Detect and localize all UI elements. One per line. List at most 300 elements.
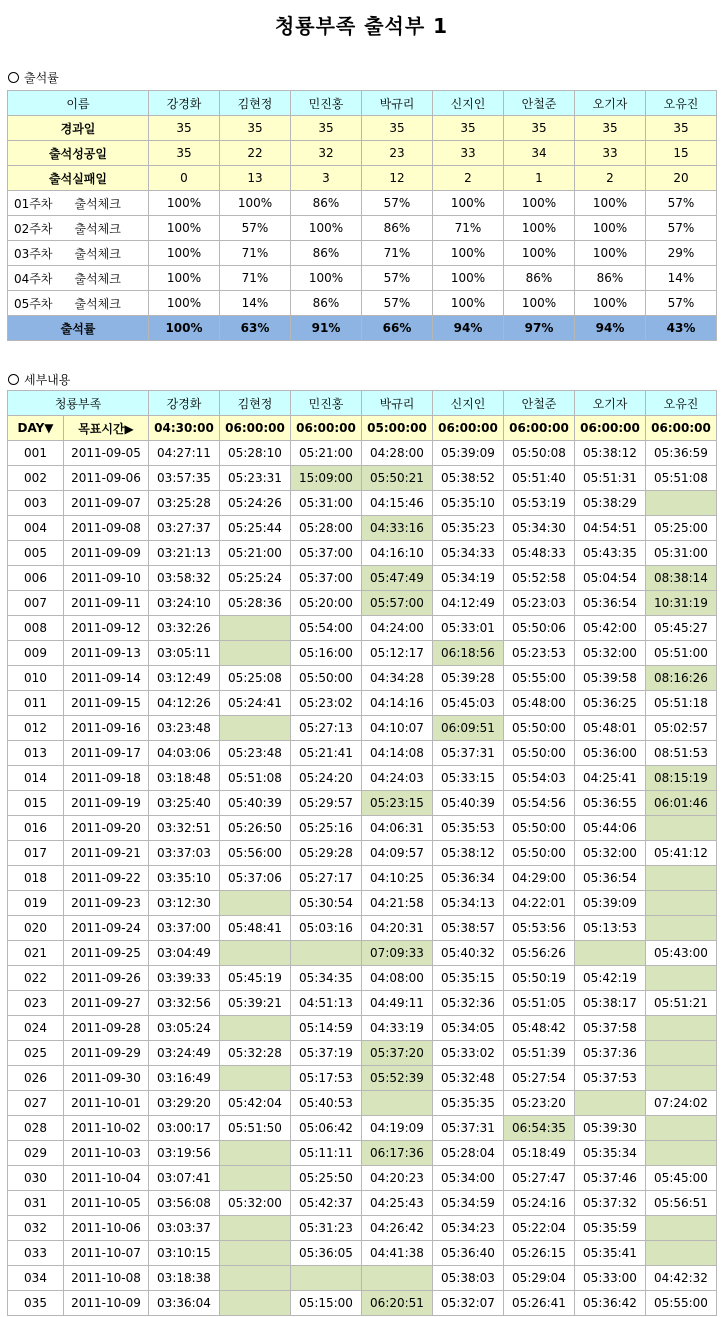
check-in-time-failed [646,866,717,891]
summary-row [8,116,717,141]
day-row [8,816,717,841]
check-in-time: 05:37:31 [433,1116,504,1141]
summary-table [7,90,717,341]
member-name: 안철준 [504,91,575,116]
check-in-time: 05:28:04 [433,1141,504,1166]
check-in-time: 03:07:41 [149,1166,220,1191]
week-rate: 100% [504,291,575,316]
week-rate: 100% [575,191,646,216]
day-row [8,1216,717,1241]
member-name: 신지인 [433,391,504,416]
summary-value: 3 [291,166,362,191]
summary-value: 2 [433,166,504,191]
detail-header-row [8,391,717,416]
check-in-time: 04:42:32 [646,1266,717,1291]
day-row [8,1291,717,1316]
check-in-time: 05:51:50 [220,1116,291,1141]
section-label: 출석률 [24,71,59,85]
check-in-time: 05:37:36 [575,1041,646,1066]
day-number: 026 [8,1066,64,1091]
summary-value: 20 [646,166,717,191]
week-rate: 14% [220,291,291,316]
check-in-time: 04:03:06 [149,741,220,766]
check-in-time: 04:24:00 [362,616,433,641]
row-label: 출석성공일 [8,141,149,166]
week-rate: 100% [575,216,646,241]
date: 2011-09-20 [64,816,149,841]
date: 2011-09-07 [64,491,149,516]
check-in-time: 05:21:41 [291,741,362,766]
check-in-time: 05:39:58 [575,666,646,691]
day-row [8,866,717,891]
check-in-time: 05:37:53 [575,1066,646,1091]
day-number: 008 [8,616,64,641]
total-rate: 97% [504,316,575,341]
check-in-time-failed [220,891,291,916]
check-in-time: 05:33:15 [433,766,504,791]
date: 2011-09-27 [64,991,149,1016]
check-in-time: 05:43:35 [575,541,646,566]
check-in-time-failed [646,491,717,516]
check-in-time: 03:25:28 [149,491,220,516]
check-in-time: 05:48:00 [504,691,575,716]
check-in-time: 05:23:53 [504,641,575,666]
check-in-time: 04:16:10 [362,541,433,566]
check-in-time-failed [575,1091,646,1116]
check-in-time: 05:32:07 [433,1291,504,1316]
check-in-time: 05:35:15 [433,966,504,991]
check-in-time-failed [220,1266,291,1291]
day-row [8,466,717,491]
week-rate: 100% [433,191,504,216]
target-time: 06:00:00 [291,416,362,441]
day-row [8,766,717,791]
date: 2011-09-25 [64,941,149,966]
check-in-time: 03:19:56 [149,1141,220,1166]
summary-value: 22 [220,141,291,166]
target-time: 06:00:00 [646,416,717,441]
day-number: 007 [8,591,64,616]
day-number: 021 [8,941,64,966]
check-in-time: 05:12:17 [362,641,433,666]
week-cell [8,291,149,316]
week-rate: 100% [220,191,291,216]
check-in-time: 05:31:00 [291,491,362,516]
day-number: 009 [8,641,64,666]
check-in-time: 05:17:53 [291,1066,362,1091]
check-in-time: 03:58:32 [149,566,220,591]
week-rate: 100% [149,241,220,266]
date: 2011-10-03 [64,1141,149,1166]
check-in-time: 05:45:03 [433,691,504,716]
check-in-time: 05:37:00 [291,566,362,591]
check-in-time: 05:20:00 [291,591,362,616]
target-time: 06:00:00 [504,416,575,441]
check-in-time: 05:38:29 [575,491,646,516]
check-in-time: 05:56:00 [220,841,291,866]
check-in-time: 05:37:46 [575,1166,646,1191]
check-in-time: 03:57:35 [149,466,220,491]
week-rate: 86% [575,266,646,291]
check-in-time: 04:24:03 [362,766,433,791]
week-cell [8,191,149,216]
check-in-time: 05:55:00 [646,1291,717,1316]
check-in-time: 03:24:49 [149,1041,220,1066]
check-in-time: 03:03:37 [149,1216,220,1241]
check-in-time: 05:29:57 [291,791,362,816]
check-in-time: 05:44:06 [575,816,646,841]
check-in-time: 05:40:39 [433,791,504,816]
week-check-label: 출석체크 [74,221,121,236]
week-rate: 100% [149,266,220,291]
day-row [8,566,717,591]
week-rate: 100% [504,191,575,216]
check-in-time: 05:34:13 [433,891,504,916]
check-in-time: 05:35:23 [433,516,504,541]
check-in-time: 05:40:32 [433,941,504,966]
check-in-time: 05:30:54 [291,891,362,916]
check-in-time: 04:08:00 [362,966,433,991]
check-in-time: 07:24:02 [646,1091,717,1116]
check-in-time: 05:38:12 [433,841,504,866]
date: 2011-09-22 [64,866,149,891]
target-time: 06:00:00 [433,416,504,441]
check-in-time: 05:42:00 [575,616,646,641]
day-row [8,1091,717,1116]
check-in-time: 05:35:41 [575,1241,646,1266]
date: 2011-09-05 [64,441,149,466]
member-name: 오기자 [575,91,646,116]
check-in-time-failed: 06:54:35 [504,1116,575,1141]
check-in-time: 03:18:48 [149,766,220,791]
check-in-time: 05:28:00 [291,516,362,541]
section-attendance-rate [8,69,59,86]
check-in-time: 05:28:36 [220,591,291,616]
check-in-time: 04:20:31 [362,916,433,941]
check-in-time: 05:39:21 [220,991,291,1016]
check-in-time: 05:41:12 [646,841,717,866]
date: 2011-09-28 [64,1016,149,1041]
week-row [8,266,717,291]
week-check-label: 출석체크 [74,271,121,286]
check-in-time: 05:27:17 [291,866,362,891]
check-in-time: 05:36:42 [575,1291,646,1316]
tribe-header: 청룡부족 [8,391,149,416]
check-in-time: 05:55:00 [504,666,575,691]
date: 2011-09-23 [64,891,149,916]
check-in-time-failed [646,816,717,841]
member-name: 박규리 [362,391,433,416]
day-number: 003 [8,491,64,516]
member-name: 민진홍 [291,91,362,116]
check-in-time: 04:26:42 [362,1216,433,1241]
check-in-time: 05:32:28 [220,1041,291,1066]
day-row [8,441,717,466]
total-row [8,316,717,341]
check-in-time: 05:34:59 [433,1191,504,1216]
day-number: 015 [8,791,64,816]
check-in-time: 05:37:31 [433,741,504,766]
day-number: 030 [8,1166,64,1191]
date: 2011-09-15 [64,691,149,716]
check-in-time: 05:51:08 [220,766,291,791]
week-row [8,191,717,216]
check-in-time: 05:24:20 [291,766,362,791]
date: 2011-10-07 [64,1241,149,1266]
day-row [8,716,717,741]
target-time-label: 목표시간▶ [64,416,149,441]
check-in-time: 05:51:00 [646,641,717,666]
check-in-time: 05:33:02 [433,1041,504,1066]
summary-value: 35 [362,116,433,141]
day-row [8,891,717,916]
check-in-time: 05:34:05 [433,1016,504,1041]
check-in-time: 05:51:05 [504,991,575,1016]
date: 2011-10-05 [64,1191,149,1216]
check-in-time: 04:09:57 [362,841,433,866]
total-rate: 91% [291,316,362,341]
week-rate: 29% [646,241,717,266]
check-in-time: 03:56:08 [149,1191,220,1216]
check-in-time-failed [646,966,717,991]
check-in-time-failed: 06:18:56 [433,641,504,666]
check-in-time: 03:25:40 [149,791,220,816]
check-in-time-failed: 05:23:15 [362,791,433,816]
member-name: 오유진 [646,91,717,116]
check-in-time: 04:34:28 [362,666,433,691]
member-name: 강경화 [149,91,220,116]
day-row [8,1191,717,1216]
check-in-time: 04:33:19 [362,1016,433,1041]
check-in-time: 03:21:13 [149,541,220,566]
check-in-time: 05:36:54 [575,591,646,616]
check-in-time: 03:36:04 [149,1291,220,1316]
check-in-time: 05:37:06 [220,866,291,891]
page-title: 청룡부족 출석부 1 [274,14,449,38]
summary-value: 35 [504,116,575,141]
check-in-time: 05:27:54 [504,1066,575,1091]
day-number: 018 [8,866,64,891]
check-in-time-failed [646,891,717,916]
member-name: 안철준 [504,391,575,416]
date: 2011-09-14 [64,666,149,691]
date: 2011-09-19 [64,791,149,816]
day-number: 017 [8,841,64,866]
day-row [8,916,717,941]
check-in-time: 05:28:10 [220,441,291,466]
day-number: 001 [8,441,64,466]
check-in-time: 05:23:48 [220,741,291,766]
week-rate: 100% [504,241,575,266]
day-row [8,691,717,716]
total-rate: 94% [575,316,646,341]
check-in-time: 03:18:38 [149,1266,220,1291]
week-rate: 57% [646,191,717,216]
day-row [8,591,717,616]
check-in-time-failed [646,1041,717,1066]
week-rate: 100% [433,266,504,291]
day-row [8,1166,717,1191]
check-in-time: 05:37:19 [291,1041,362,1066]
day-number: 012 [8,716,64,741]
check-in-time: 03:05:11 [149,641,220,666]
week-rate: 100% [149,216,220,241]
detail-table [7,390,717,1316]
check-in-time: 05:39:28 [433,666,504,691]
check-in-time-failed [220,641,291,666]
check-in-time: 05:23:02 [291,691,362,716]
check-in-time: 05:22:04 [504,1216,575,1241]
summary-value: 35 [646,116,717,141]
check-in-time: 05:34:35 [291,966,362,991]
week-rate: 86% [291,191,362,216]
check-in-time-failed [362,1091,433,1116]
check-in-time-failed: 05:57:00 [362,591,433,616]
check-in-time: 05:48:33 [504,541,575,566]
check-in-time-failed [646,1141,717,1166]
check-in-time: 05:24:41 [220,691,291,716]
day-number: 019 [8,891,64,916]
day-number: 027 [8,1091,64,1116]
check-in-time-failed [646,1116,717,1141]
week-check-label: 출석체크 [74,246,121,261]
member-name: 민진홍 [291,391,362,416]
row-label: 출석실패일 [8,166,149,191]
date: 2011-09-13 [64,641,149,666]
check-in-time: 05:50:00 [504,841,575,866]
check-in-time: 05:25:16 [291,816,362,841]
date: 2011-09-24 [64,916,149,941]
check-in-time: 05:29:04 [504,1266,575,1291]
summary-value: 32 [291,141,362,166]
check-in-time: 05:53:19 [504,491,575,516]
check-in-time: 05:36:25 [575,691,646,716]
check-in-time: 05:35:53 [433,816,504,841]
check-in-time: 04:22:01 [504,891,575,916]
check-in-time-failed: 10:31:19 [646,591,717,616]
summary-value: 23 [362,141,433,166]
member-name: 김현정 [220,391,291,416]
check-in-time: 03:12:30 [149,891,220,916]
day-row [8,1266,717,1291]
check-in-time: 05:25:00 [646,516,717,541]
check-in-time: 05:56:26 [504,941,575,966]
week-rate: 14% [646,266,717,291]
week-label: 05주차 [14,296,53,311]
day-row [8,1066,717,1091]
day-row [8,841,717,866]
check-in-time: 05:26:50 [220,816,291,841]
check-in-time: 04:20:23 [362,1166,433,1191]
day-row [8,941,717,966]
check-in-time: 05:39:30 [575,1116,646,1141]
day-row [8,641,717,666]
check-in-time: 05:33:00 [575,1266,646,1291]
week-rate: 86% [291,241,362,266]
week-row [8,291,717,316]
check-in-time-failed: 04:33:16 [362,516,433,541]
check-in-time: 03:00:17 [149,1116,220,1141]
check-in-time: 05:54:00 [291,616,362,641]
member-name: 박규리 [362,91,433,116]
week-rate: 100% [149,191,220,216]
member-name: 오기자 [575,391,646,416]
check-in-time-failed [220,941,291,966]
check-in-time: 05:37:00 [291,541,362,566]
summary-value: 13 [220,166,291,191]
week-label: 03주차 [14,246,53,261]
check-in-time: 05:21:00 [291,441,362,466]
total-rate: 94% [433,316,504,341]
day-number: 029 [8,1141,64,1166]
week-rate: 57% [362,266,433,291]
day-number: 028 [8,1116,64,1141]
check-in-time: 05:02:57 [646,716,717,741]
day-number: 014 [8,766,64,791]
check-in-time: 05:50:00 [504,741,575,766]
check-in-time: 05:51:21 [646,991,717,1016]
date: 2011-09-12 [64,616,149,641]
summary-value: 1 [504,166,575,191]
check-in-time: 05:39:09 [575,891,646,916]
check-in-time: 03:23:48 [149,716,220,741]
week-rate: 71% [433,216,504,241]
check-in-time: 05:23:31 [220,466,291,491]
day-row [8,616,717,641]
check-in-time: 05:35:59 [575,1216,646,1241]
check-in-time: 05:38:03 [433,1266,504,1291]
check-in-time: 05:56:51 [646,1191,717,1216]
week-label: 01주차 [14,196,53,211]
week-rate: 100% [433,291,504,316]
check-in-time: 05:45:19 [220,966,291,991]
check-in-time: 05:36:34 [433,866,504,891]
check-in-time-failed [220,1066,291,1091]
check-in-time: 05:50:00 [291,666,362,691]
week-rate: 100% [433,241,504,266]
summary-value: 33 [575,141,646,166]
day-row [8,966,717,991]
check-in-time-failed [220,1241,291,1266]
check-in-time-failed: 15:09:00 [291,466,362,491]
day-number: 020 [8,916,64,941]
summary-value: 0 [149,166,220,191]
check-in-time: 05:45:00 [646,1166,717,1191]
day-number: 023 [8,991,64,1016]
check-in-time: 05:52:58 [504,566,575,591]
check-in-time: 03:35:10 [149,866,220,891]
week-row [8,241,717,266]
week-rate: 57% [362,191,433,216]
check-in-time: 05:34:30 [504,516,575,541]
check-in-time: 05:31:00 [646,541,717,566]
check-in-time: 08:51:53 [646,741,717,766]
check-in-time: 05:33:01 [433,616,504,641]
check-in-time: 05:24:26 [220,491,291,516]
check-in-time-failed [220,616,291,641]
day-row [8,1241,717,1266]
summary-value: 15 [646,141,717,166]
check-in-time-failed: 06:01:46 [646,791,717,816]
week-check-label: 출석체크 [74,196,121,211]
check-in-time: 05:14:59 [291,1016,362,1041]
check-in-time: 03:04:49 [149,941,220,966]
check-in-time: 05:35:34 [575,1141,646,1166]
check-in-time-failed: 08:15:19 [646,766,717,791]
check-in-time-failed [291,941,362,966]
check-in-time: 05:26:41 [504,1291,575,1316]
week-label: 04주차 [14,271,53,286]
